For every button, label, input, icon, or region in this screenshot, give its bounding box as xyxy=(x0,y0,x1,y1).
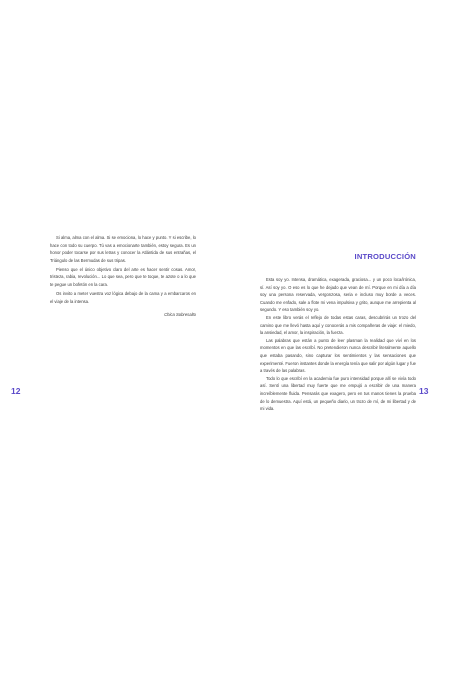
signature: Chica Sobresalto xyxy=(164,312,196,317)
left-paragraph-1: Si alma, alma con el alma. Si se emociona, lo hace y punto. Y si escribe, lo hace con todo su cuerpo. Tú vas a emocionarte también, estoy segura. Es un honor poder tocarse por sus letras y conocer la Atlántida de sus entrañas, el Triángulo de las Bermudas de sus tripas. xyxy=(50,235,196,263)
left-paragraph-3: Os invito a meter vuestra voz lógica debajo de la cama y a embarcaros en el viaje de la intensa. xyxy=(50,291,196,304)
page-number-left: 12 xyxy=(11,386,21,396)
chapter-heading: INTRODUCCIÓN xyxy=(354,252,416,261)
page-number-right: 13 xyxy=(419,386,429,396)
right-paragraph-3: Las palabras que están a punto de leer plasman la realidad que viví en los momentos en que las escribí. No pretendieron nunca describir literalmente aquello que estaba pasando, sino capturar los sentimientos y las sensaciones que experimenté. Fueron instantes donde la energía tenía que salir por algún lugar y fue a través de las palabras. xyxy=(260,337,416,374)
right-text-block xyxy=(260,276,416,413)
right-paragraph-4: Todo lo que escribí en la academia fue puro intensidad porque allí se vivía todo así. Sentí una libertad muy fuerte que me empujó a escribir de una manera increíblemente fluida. Pensarás que exagero, pero en tus manos tienes la prueba de lo demuestra. Aquí está, un pequeño diario, un trozo de mí, de mi libertad y de mi vida. xyxy=(260,375,416,412)
left-text-block xyxy=(50,234,196,305)
right-paragraph-1: Esta soy yo. Intensa, dramática, exagerada, graciosa... y un poco loca/irónica, sí. Así soy yo. O eso es lo que he dejado que vean de mí. Porque en mi día a día soy una persona reservada, vergonzosa, seria e incluso muy borde a veces. Cuando me enfado, sale a flote mi vena impulsiva y grito, aunque me arrepienta al segundo. Y eso también soy yo. xyxy=(260,277,416,313)
right-paragraph-2: En este libro verás el reflejo de todas estas caras, descubrirás un trozo del camino que me llevó hasta aquí y conocerás a mis compañeras de viaje: el miedo, la ansiedad, el amor, la inspiración, la fuerza. xyxy=(260,314,416,336)
left-paragraph-2: Pienso que el único objetivo claro del arte es hacer sentir cosas. Amor, tristeza, rabia, revolución... Lo que sea, pero que te toque, te azote o a lo que te pegue un bofetón en la cara. xyxy=(50,266,196,288)
